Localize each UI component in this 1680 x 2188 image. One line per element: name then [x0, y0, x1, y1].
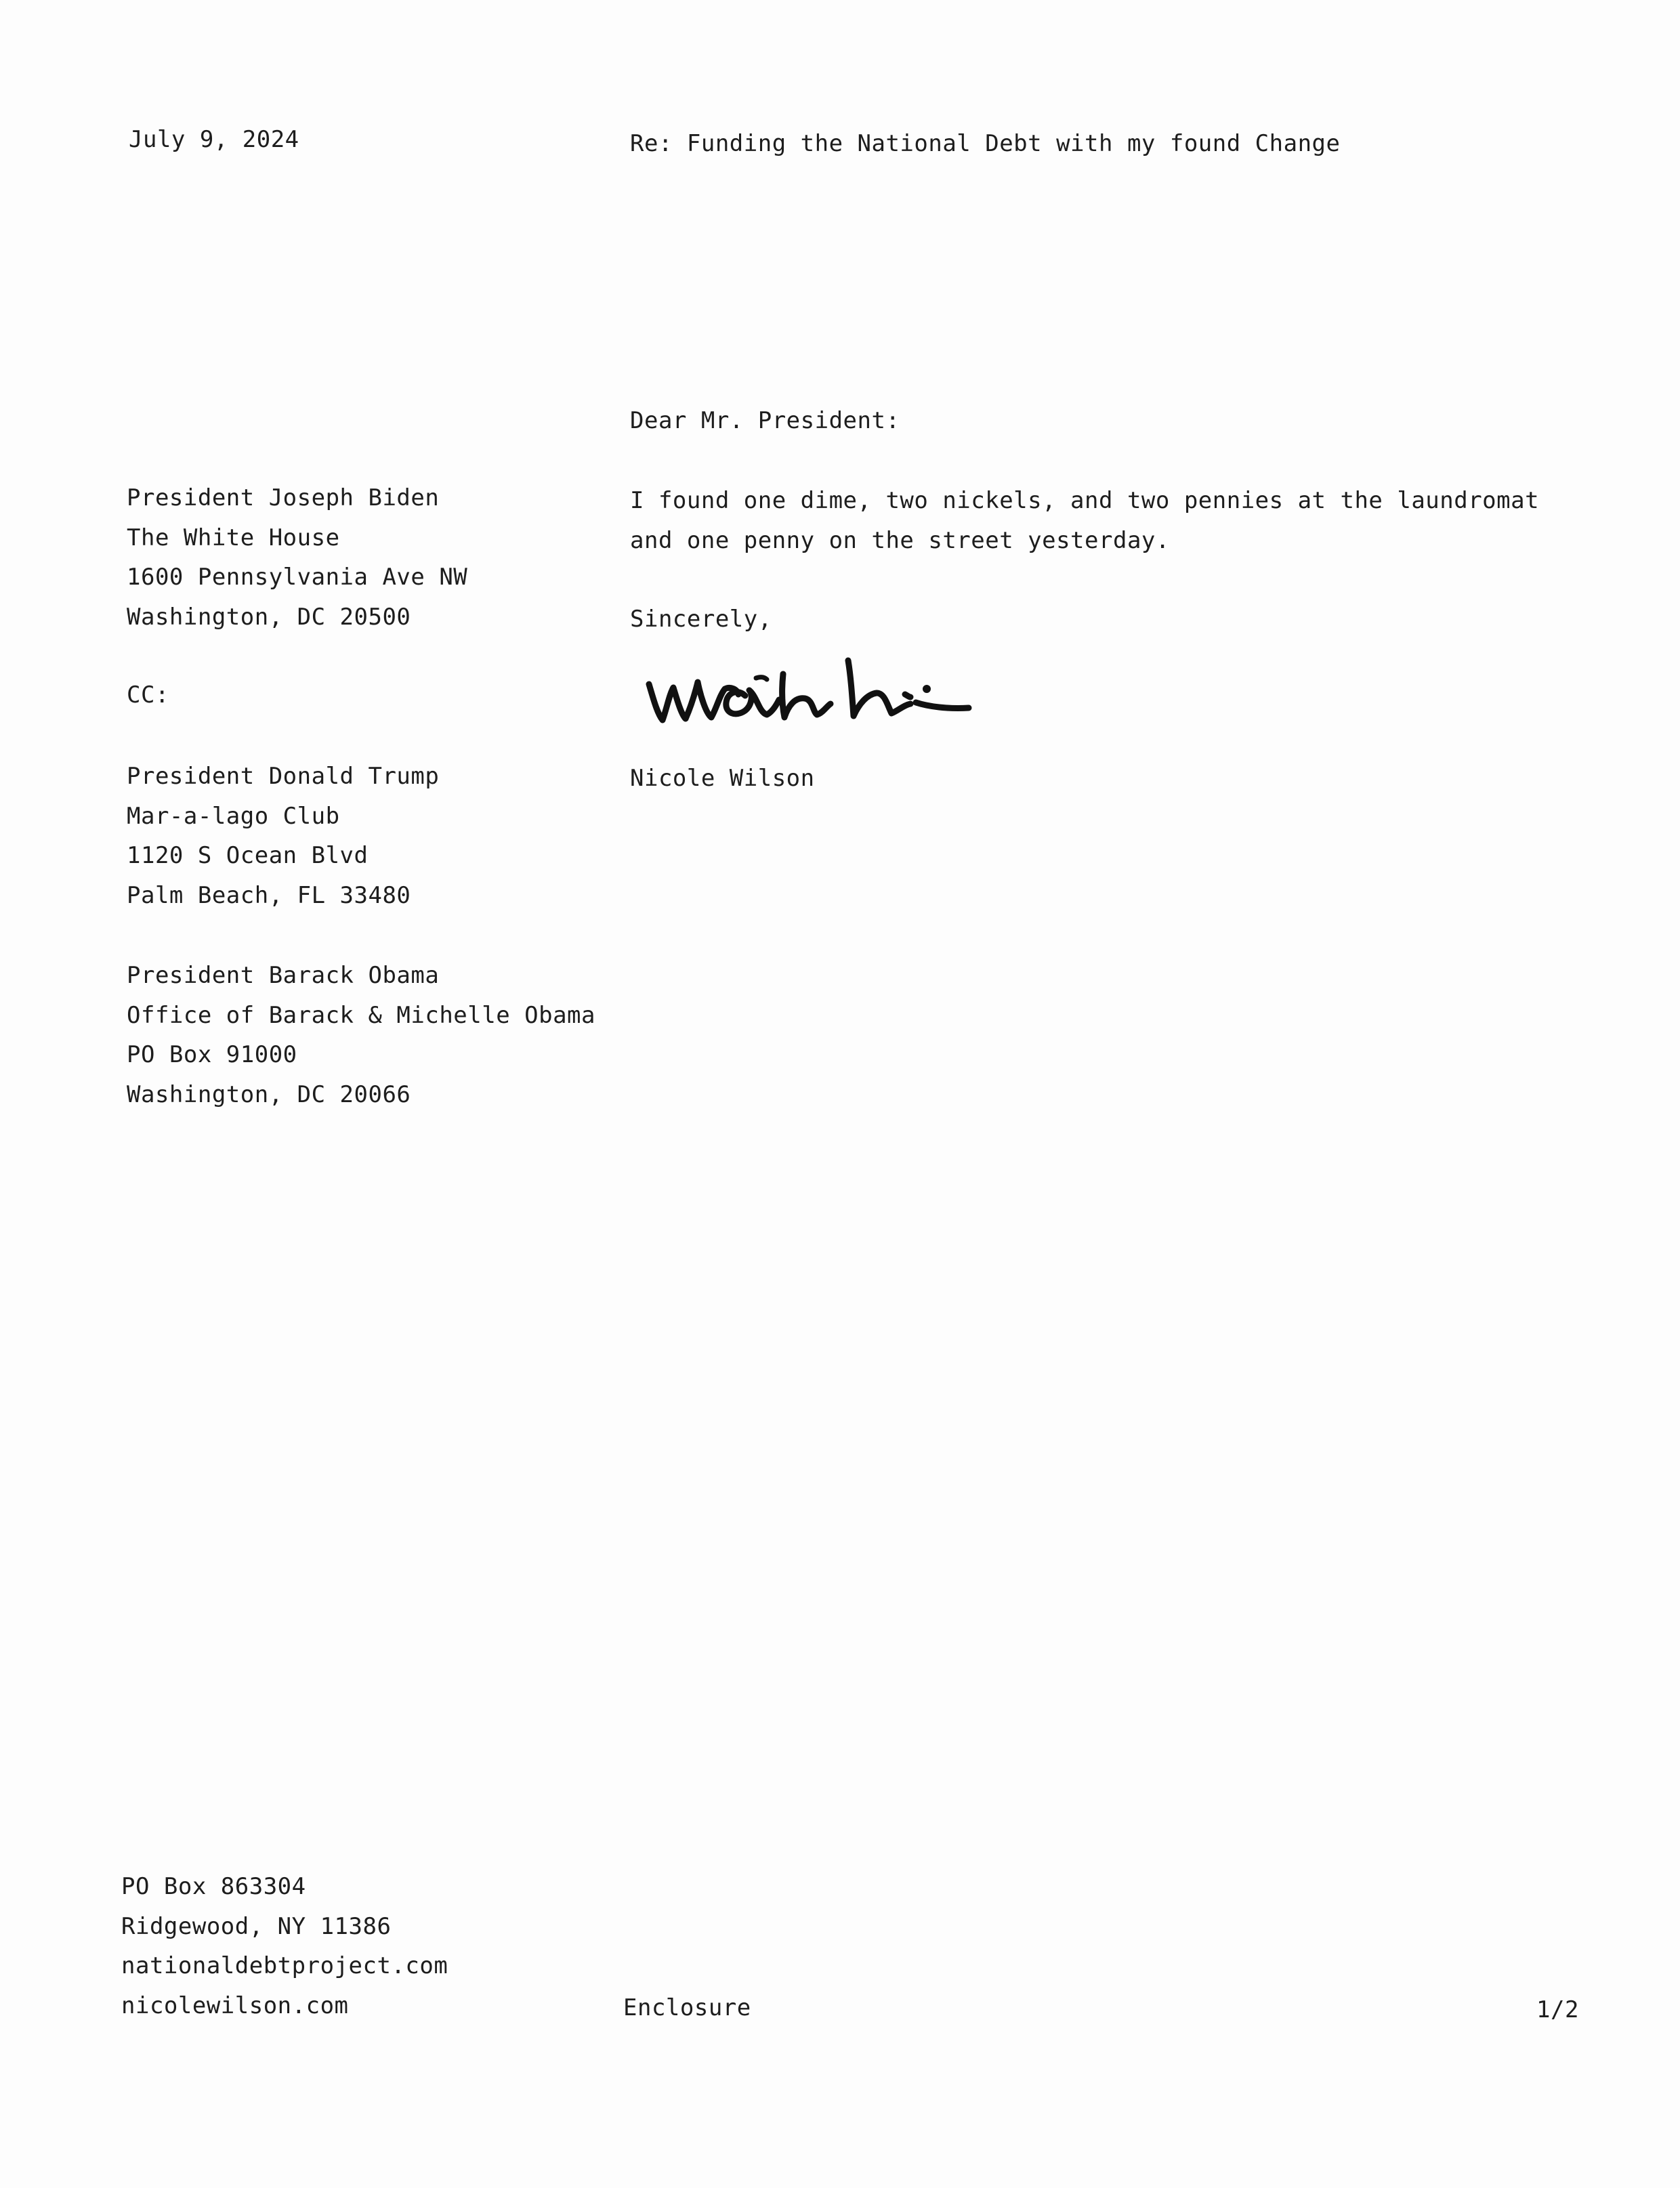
- address-line: PO Box 91000: [127, 1041, 297, 1068]
- body-line: I found one dime, two nickels, and two pennies at the laundromat: [630, 487, 1540, 514]
- sender-line: nationaldebtproject.com: [121, 1952, 448, 1979]
- signer-name: Nicole Wilson: [630, 765, 815, 792]
- handwritten-signature: [644, 647, 996, 742]
- salutation: Dear Mr. President:: [630, 407, 900, 434]
- page-number: 1/2: [1536, 1996, 1579, 2023]
- cc-recipient-address: [127, 757, 439, 915]
- sender-line: Ridgewood, NY 11386: [121, 1912, 392, 1940]
- sender-line: PO Box 863304: [121, 1873, 306, 1900]
- address-line: 1600 Pennsylvania Ave NW: [127, 564, 468, 591]
- sender-info: [121, 1867, 448, 2025]
- cc-recipient-address: [127, 956, 595, 1114]
- address-line: Office of Barack & Michelle Obama: [127, 1001, 596, 1029]
- body-line: and one penny on the street yesterday.: [630, 526, 1170, 554]
- enclosure-note: Enclosure: [623, 1994, 751, 2021]
- letter-date: July 9, 2024: [129, 126, 299, 153]
- address-line: Palm Beach, FL 33480: [127, 881, 411, 909]
- address-line: The White House: [127, 524, 340, 551]
- address-line: President Joseph Biden: [127, 484, 440, 511]
- address-line: President Donald Trump: [127, 763, 440, 790]
- cc-label: CC:: [127, 681, 169, 709]
- address-line: Washington, DC 20066: [127, 1080, 411, 1108]
- address-line: President Barack Obama: [127, 962, 440, 989]
- address-line: 1120 S Ocean Blvd: [127, 842, 369, 869]
- address-line: Mar-a-lago Club: [127, 802, 340, 830]
- sender-line: nicolewilson.com: [121, 1992, 349, 2019]
- recipient-address: [127, 478, 467, 637]
- letter-subject: Re: Funding the National Debt with my found Change: [630, 130, 1341, 157]
- letter-body: [630, 481, 1539, 560]
- closing: Sincerely,: [630, 606, 772, 633]
- address-line: Washington, DC 20500: [127, 603, 411, 631]
